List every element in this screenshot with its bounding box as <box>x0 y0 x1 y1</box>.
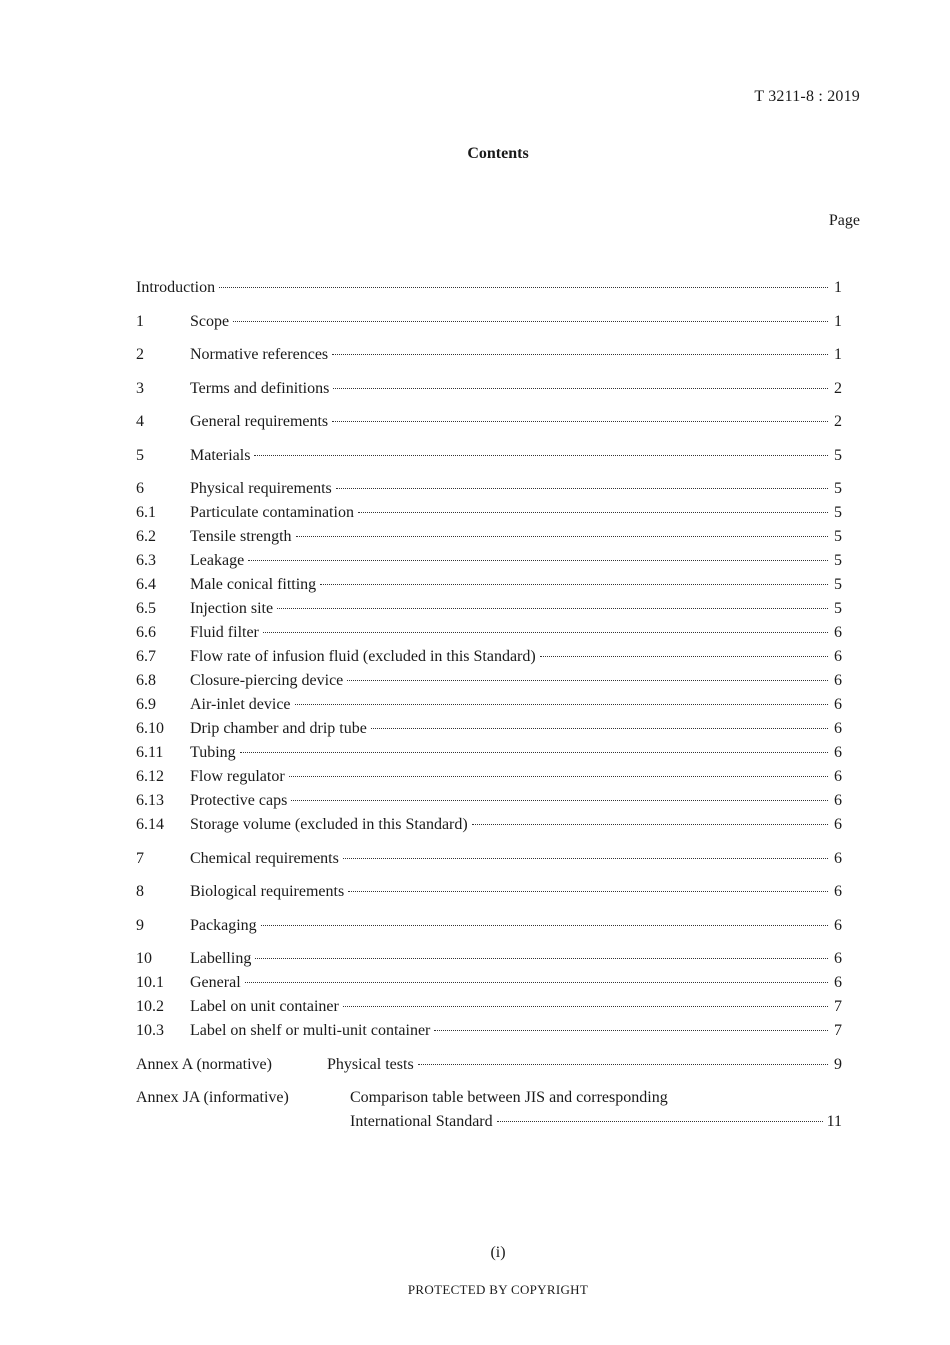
toc-entry-page: 6 <box>834 883 842 900</box>
toc-entry-number: 6.8 <box>136 672 156 689</box>
dot-leader <box>295 704 828 705</box>
annex-ja-body <box>350 1086 842 1134</box>
dot-leader <box>248 560 828 561</box>
toc-entry-number: 10.3 <box>136 1022 164 1039</box>
toc-entry-number: 2 <box>136 346 144 363</box>
toc-entry-page: 6 <box>834 974 842 991</box>
annex-ja-id: Annex JA (informative) <box>136 1089 289 1106</box>
toc-entry-page: 6 <box>834 672 842 689</box>
toc-entry[interactable] <box>136 717 842 741</box>
toc-entry-label: General <box>190 974 241 991</box>
annex-a-page: 9 <box>834 1055 842 1073</box>
toc-entry-label: Materials <box>190 446 251 464</box>
toc-entry[interactable] <box>136 343 842 367</box>
toc-entry-label: Particulate contamination <box>190 504 354 521</box>
toc-entry-number: 5 <box>136 446 144 464</box>
toc-entry-number: 6.1 <box>136 504 156 521</box>
page-column-label: Page <box>828 212 860 229</box>
dot-leader <box>332 421 828 422</box>
toc-entry-label: Male conical fitting <box>190 576 317 593</box>
toc-entry-page: 6 <box>834 916 842 934</box>
toc-entry-number: 10 <box>136 950 152 967</box>
toc-entry-number: 6.11 <box>136 744 164 761</box>
toc-entry-label: Introduction <box>136 279 216 296</box>
dot-leader <box>472 824 828 825</box>
document-code: T 3211-8 : 2019 <box>754 88 860 105</box>
toc-entry[interactable] <box>136 813 842 837</box>
toc-entry-number: 3 <box>136 379 144 397</box>
dot-leader <box>540 656 828 657</box>
toc-entry-number: 6.13 <box>136 792 164 809</box>
toc-entry-number: 10.1 <box>136 974 164 991</box>
table-of-contents <box>136 276 842 1134</box>
toc-entry-page: 6 <box>834 624 842 641</box>
dot-leader <box>332 354 828 355</box>
toc-entry[interactable] <box>136 765 842 789</box>
toc-entry-label: Leakage <box>190 552 245 569</box>
toc-entry-label: Flow regulator <box>190 768 285 785</box>
toc-entry-label: Tensile strength <box>190 528 292 545</box>
toc-entry-number: 4 <box>136 413 144 430</box>
toc-entry-label: Packaging <box>190 916 257 934</box>
dot-leader <box>255 958 828 959</box>
toc-entry-label: Label on unit container <box>190 998 339 1015</box>
toc-entry-number: 6.4 <box>136 576 156 593</box>
toc-entry-label: Injection site <box>190 600 274 617</box>
toc-entry-page: 6 <box>834 696 842 713</box>
toc-entry-label: Tubing <box>190 744 236 761</box>
toc-entry[interactable] <box>136 377 842 401</box>
toc-entry[interactable] <box>136 693 842 717</box>
toc-entry-label: Normative references <box>190 346 329 363</box>
toc-entry[interactable] <box>136 669 842 693</box>
toc-entry-label: Labelling <box>190 950 252 967</box>
toc-entry-page: 5 <box>834 552 842 569</box>
toc-entry-number: 6.10 <box>136 720 164 737</box>
dot-leader <box>277 608 828 609</box>
toc-entry-number: 7 <box>136 849 144 867</box>
toc-entry[interactable] <box>136 501 842 525</box>
toc-entry-page: 6 <box>834 950 842 967</box>
toc-entry[interactable] <box>136 971 842 995</box>
toc-rows <box>136 276 842 1043</box>
toc-entry-annex-ja[interactable] <box>136 1086 842 1134</box>
toc-entry-number: 8 <box>136 883 144 900</box>
dot-leader <box>348 891 828 892</box>
toc-entry-number: 10.2 <box>136 998 164 1015</box>
toc-entry[interactable] <box>136 310 842 334</box>
toc-entry-number: 6.9 <box>136 696 156 713</box>
dot-leader <box>497 1121 823 1122</box>
toc-entry[interactable] <box>136 621 842 645</box>
toc-entry[interactable] <box>136 573 842 597</box>
toc-entry[interactable] <box>136 525 842 549</box>
dot-leader <box>347 680 828 681</box>
toc-entry[interactable] <box>136 276 842 300</box>
toc-entry-number: 9 <box>136 916 144 934</box>
toc-entry-page: 2 <box>834 379 842 397</box>
dot-leader <box>343 858 828 859</box>
dot-leader <box>320 584 828 585</box>
dot-leader <box>240 752 828 753</box>
toc-entry-page: 7 <box>834 1022 842 1039</box>
toc-entry-label: Terms and definitions <box>190 379 330 397</box>
toc-entry[interactable] <box>136 549 842 573</box>
dot-leader <box>245 982 828 983</box>
toc-entry-page: 5 <box>834 600 842 617</box>
dot-leader <box>291 800 828 801</box>
toc-entry-annex-a[interactable] <box>136 1053 842 1077</box>
toc-entry-number: 6.3 <box>136 552 156 569</box>
dot-leader <box>434 1030 828 1031</box>
toc-entry-page: 5 <box>834 446 842 464</box>
toc-entry-page: 1 <box>834 279 842 296</box>
toc-entry-number: 6.5 <box>136 600 156 617</box>
toc-entry[interactable] <box>136 789 842 813</box>
toc-entry-page: 5 <box>834 528 842 545</box>
toc-entry[interactable] <box>136 410 842 434</box>
footer-page-number: (i) <box>490 1244 506 1261</box>
toc-entry-page: 6 <box>834 849 842 867</box>
toc-entry-page: 7 <box>834 998 842 1015</box>
toc-entry-label: Chemical requirements <box>190 849 339 867</box>
toc-entry-page: 6 <box>834 768 842 785</box>
dot-leader <box>254 455 828 456</box>
dot-leader <box>418 1064 828 1065</box>
toc-entry-number: 1 <box>136 312 144 330</box>
toc-entry-page: 1 <box>834 346 842 363</box>
toc-entry-page: 6 <box>834 648 842 665</box>
toc-entry-label: Protective caps <box>190 792 288 809</box>
dot-leader <box>343 1006 828 1007</box>
annex-ja-line2-row <box>350 1110 842 1134</box>
toc-entry[interactable] <box>136 741 842 765</box>
toc-entry-page: 1 <box>834 312 842 330</box>
dot-leader <box>263 632 828 633</box>
toc-entry-number: 6.2 <box>136 528 156 545</box>
toc-entry-label: Flow rate of infusion fluid (excluded in this Standard) <box>190 648 536 665</box>
dot-leader <box>296 536 828 537</box>
dot-leader <box>233 321 828 322</box>
annex-ja-page: 11 <box>826 1113 842 1130</box>
dot-leader <box>358 512 828 513</box>
toc-entry-label: Physical requirements <box>190 480 332 497</box>
toc-entry-number: 6 <box>136 480 144 497</box>
toc-entry-page: 2 <box>834 413 842 430</box>
toc-entry-page: 5 <box>834 576 842 593</box>
toc-entry[interactable] <box>136 645 842 669</box>
toc-entry-label: Biological requirements <box>190 883 345 900</box>
toc-entry[interactable] <box>136 995 842 1019</box>
toc-entry-label: Label on shelf or multi-unit container <box>190 1022 431 1039</box>
dot-leader <box>261 925 828 926</box>
annex-a-label: Physical tests <box>327 1055 414 1073</box>
dot-leader <box>336 488 828 489</box>
toc-entry[interactable] <box>136 477 842 501</box>
toc-entry-number: 6.12 <box>136 768 164 785</box>
toc-entry-page: 6 <box>834 720 842 737</box>
toc-entry-label: Drip chamber and drip tube <box>190 720 367 737</box>
toc-entry-page: 6 <box>834 744 842 761</box>
page-title: Contents <box>467 145 529 162</box>
toc-entry-page: 5 <box>834 480 842 497</box>
toc-entry-page: 5 <box>834 504 842 521</box>
toc-entry[interactable] <box>136 1019 842 1043</box>
annex-ja-line1: Comparison table between JIS and corresponding <box>350 1089 668 1106</box>
toc-entry-page: 6 <box>834 816 842 833</box>
toc-entry-label: Storage volume (excluded in this Standard) <box>190 816 468 833</box>
toc-entry[interactable] <box>136 444 842 468</box>
toc-entry-number: 6.7 <box>136 648 156 665</box>
toc-entry-label: Fluid filter <box>190 624 259 641</box>
copyright-notice: PROTECTED BY COPYRIGHT <box>407 1282 589 1297</box>
dot-leader <box>289 776 828 777</box>
dot-leader <box>219 287 828 288</box>
toc-entry[interactable] <box>136 880 842 904</box>
toc-entry-number: 6.14 <box>136 816 164 833</box>
annex-ja-line2: International Standard <box>350 1113 493 1130</box>
toc-entry-label: Scope <box>190 312 230 330</box>
toc-entry[interactable] <box>136 914 842 938</box>
toc-entry-number: 6.6 <box>136 624 156 641</box>
toc-entry-label: Closure-piercing device <box>190 672 344 689</box>
toc-entry[interactable] <box>136 597 842 621</box>
dot-leader <box>333 388 828 389</box>
toc-entry-page: 6 <box>834 792 842 809</box>
toc-entry[interactable] <box>136 947 842 971</box>
toc-entry-label: General requirements <box>190 413 329 430</box>
annex-a-id: Annex A (normative) <box>136 1055 272 1073</box>
dot-leader <box>371 728 828 729</box>
toc-entry[interactable] <box>136 847 842 871</box>
toc-entry-label: Air-inlet device <box>190 696 291 713</box>
